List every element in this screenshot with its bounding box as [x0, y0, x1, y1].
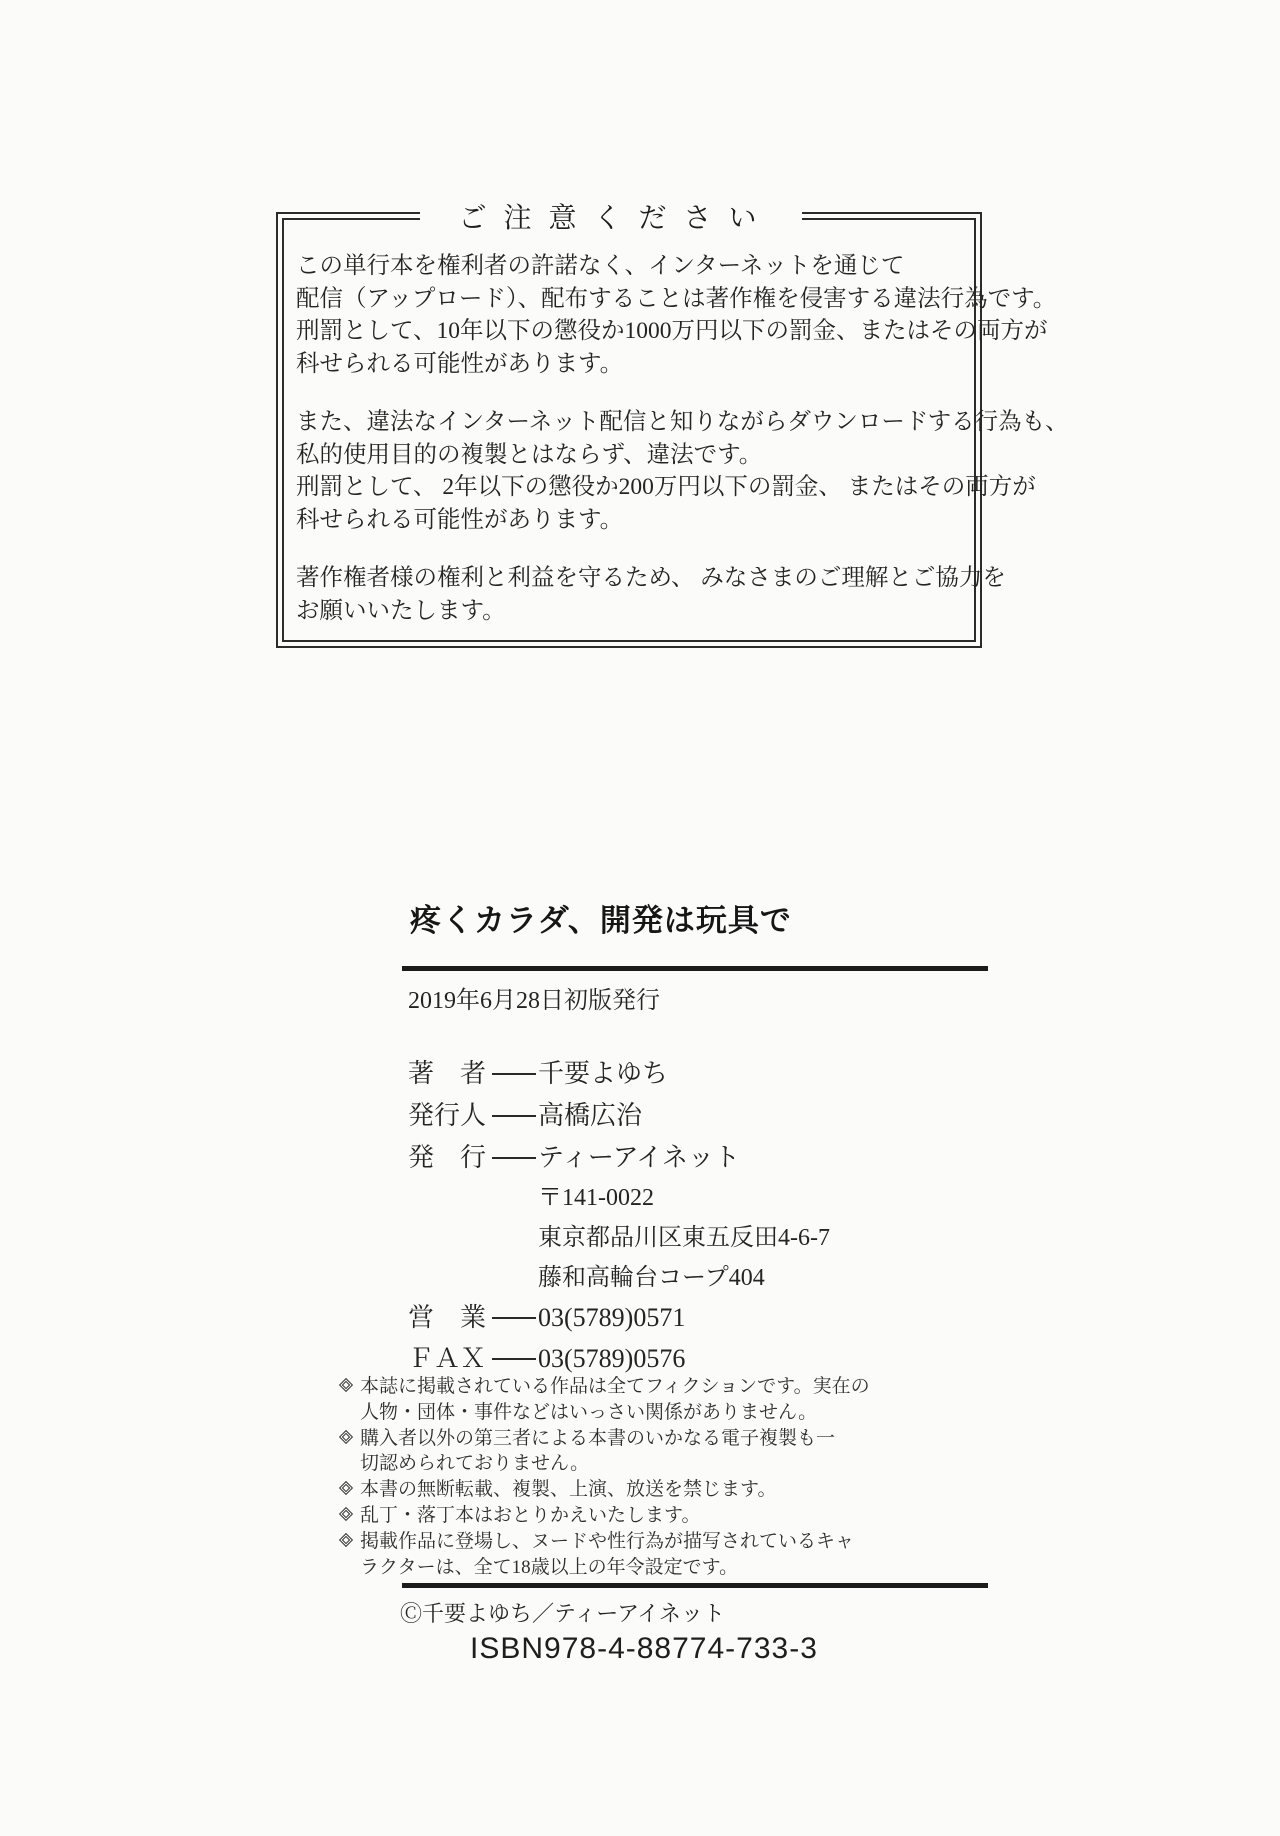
note-line: 人物・団体・事件などはいっさい関係がありません。 [360, 1401, 818, 1423]
notice-paragraph-2 [296, 406, 1069, 536]
address-line: 東京都品川区東五反田4-6-7 [538, 1225, 830, 1251]
credit-value: 千要よゆち [538, 1059, 669, 1088]
isbn-number: ISBN978-4-88774-733-3 [470, 1632, 818, 1665]
credit-value: ティーアイネット [538, 1143, 741, 1172]
copyright-warning-box [276, 203, 1069, 648]
notice-text-line: 刑罰として、 2年以下の懲役か200万円以下の罰金、 またはその両方が [296, 474, 1036, 500]
book-title: 疼くカラダ、開発は玩具で [410, 903, 792, 938]
notice-text-line: 科せられる可能性があります。 [296, 506, 624, 533]
contact-row-sales [408, 1297, 685, 1334]
notice-text-line: 科せられる可能性があります。 [296, 350, 624, 377]
leader-dash [492, 1317, 536, 1319]
notice-text-line: この単行本を権利者の許諾なく、インターネットを通じて [296, 253, 905, 279]
notice-title-text: ご注意ください [458, 203, 774, 234]
notice-text-line: 私的使用目的の複製とはならず、違法です。 [296, 441, 763, 468]
credit-value: 高橋広治 [538, 1101, 643, 1130]
credit-label: 発 行 [408, 1143, 487, 1172]
divider-rule-top [402, 966, 988, 971]
contact-label: ＦＡＸ [408, 1344, 487, 1373]
contact-row-fax [408, 1338, 685, 1375]
contact-value: 03(5789)0571 [538, 1303, 686, 1332]
postal-code: 〒141-0022 [538, 1185, 654, 1211]
leader-dash [492, 1115, 536, 1117]
leader-dash [492, 1157, 536, 1159]
contact-value: 03(5789)0576 [538, 1344, 686, 1373]
diamond-bullet-icon [339, 1378, 353, 1392]
notice-text-line: 著作権者様の権利と利益を守るため、 みなさまのご理解とご協力を [296, 565, 1006, 591]
contact-label: 営 業 [408, 1303, 487, 1332]
note-line: 乱丁・落丁本はおとりかえいたします。 [360, 1504, 701, 1526]
notice-paragraph-1 [296, 250, 1057, 380]
notice-text-line: 刑罰として、10年以下の懲役か1000万円以下の罰金、またはその両方が [296, 318, 1048, 344]
diamond-bullet-icon [339, 1507, 353, 1521]
notice-title [420, 197, 802, 235]
note-line: 購入者以外の第三者による本書のいかなる電子複製も一 [360, 1427, 836, 1449]
note-item [340, 1529, 860, 1581]
notice-text-line: 配信（アップロード）、配布することは著作権を侵害する違法行為です。 [296, 285, 1057, 312]
notice-text-line: また、違法なインターネット配信と知りながらダウンロードする行為も、 [296, 409, 1069, 435]
notice-body [296, 250, 1069, 653]
diamond-bullet-icon [339, 1533, 353, 1547]
credit-label: 著 者 [408, 1059, 487, 1088]
notice-text-line: お願いいたします。 [296, 597, 506, 624]
credit-row-author [408, 1053, 668, 1090]
diamond-bullet-icon [339, 1430, 353, 1444]
leader-dash [492, 1358, 536, 1360]
note-line: 本誌に掲載されている作品は全てフィクションです。実在の [360, 1376, 870, 1397]
leader-dash [492, 1073, 536, 1075]
note-line: 本書の無断転載、複製、上演、放送を禁じます。 [360, 1479, 777, 1501]
credit-row-publisher-person [408, 1095, 642, 1132]
note-item [340, 1374, 870, 1426]
note-line: 掲載作品に登場し、ヌードや性行為が描写されているキャ [360, 1530, 855, 1552]
credit-label: 発行人 [408, 1101, 487, 1130]
diamond-bullet-icon [339, 1481, 353, 1495]
note-item [340, 1426, 860, 1478]
legal-notes [340, 1374, 870, 1580]
edition-date: 2019年6月28日初版発行 [408, 988, 660, 1014]
note-line: 切認められておりません。 [360, 1453, 590, 1475]
address-line: 藤和高輪台コープ404 [538, 1265, 765, 1291]
notice-paragraph-3 [296, 562, 1006, 627]
copyright-line: Ⓒ千要よゆち／ティーアイネット [400, 1601, 725, 1626]
note-item [340, 1477, 860, 1503]
divider-rule-bottom [402, 1583, 988, 1588]
note-item [340, 1503, 860, 1529]
credit-row-publisher [408, 1137, 740, 1174]
note-line: ラクターは、全て18歳以上の年令設定です。 [360, 1556, 739, 1578]
